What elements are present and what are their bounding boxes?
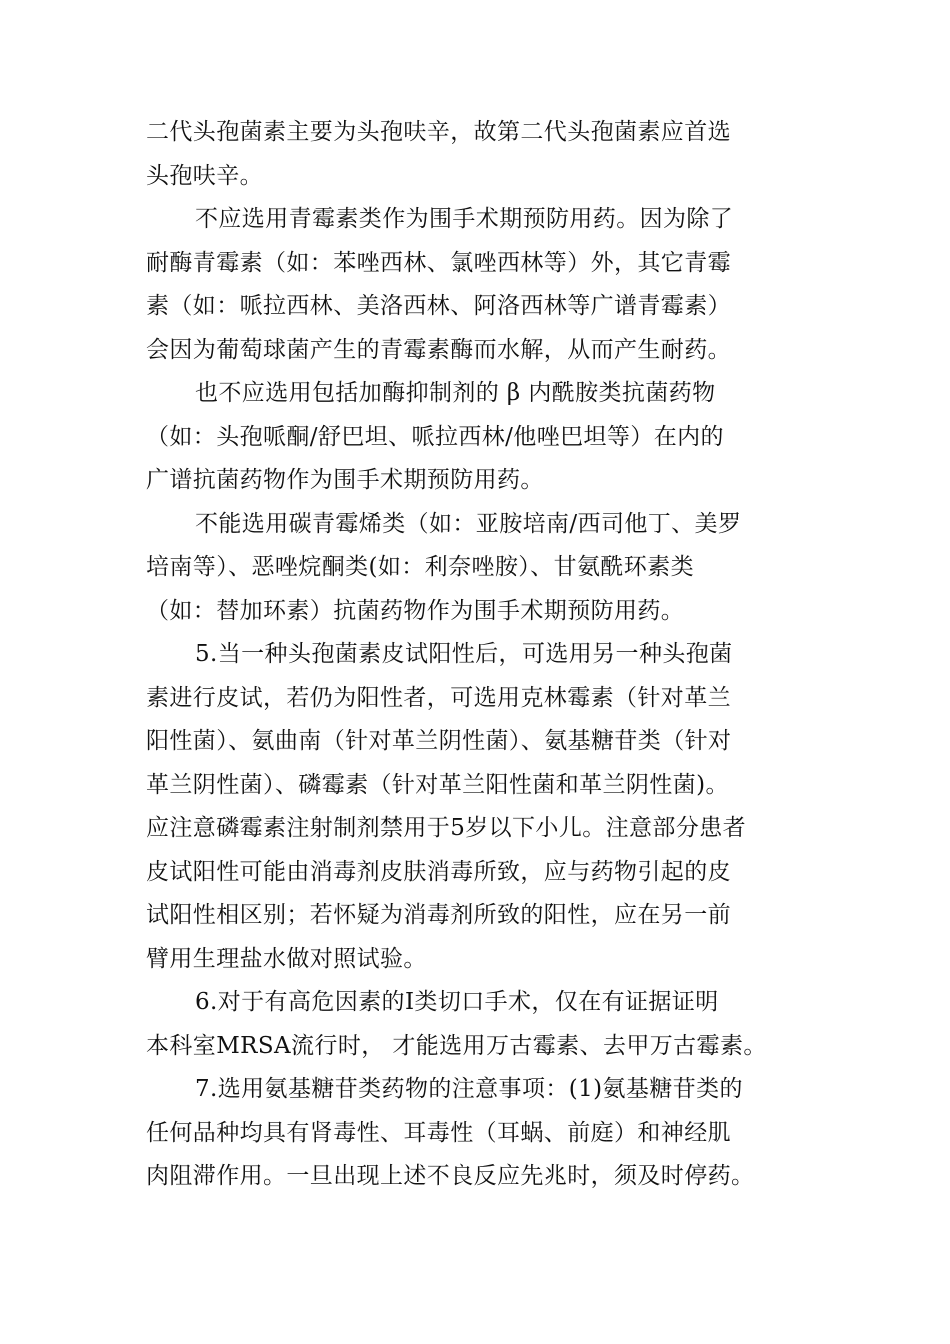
text-line: 耐酶青霉素（如：苯唑西林、氯唑西林等）外，其它青霉 <box>146 250 731 276</box>
paragraph-first-line: 不能选用碳青霉烯类（如：亚胺培南/西司他丁、美罗 <box>195 511 742 537</box>
text-line: 皮试阳性可能由消毒剂皮肤消毒所致，应与药物引起的皮 <box>146 859 731 885</box>
text-line: 应注意磷霉素注射制剂禁用于5岁以下小儿。注意部分患者 <box>146 815 747 841</box>
paragraph-first-line: 7.选用氨基糖苷类药物的注意事项：(1)氨基糖苷类的 <box>195 1076 743 1102</box>
text-line: 广谱抗菌药物作为围手术期预防用药。 <box>146 467 544 493</box>
text-line: 肉阻滞作用。一旦出现上述不良反应先兆时，须及时停药。 <box>146 1163 755 1189</box>
text-line: 本科室MRSA流行时， 才能选用万古霉素、去甲万古霉素。 <box>146 1033 767 1059</box>
text-line: 试阳性相区别；若怀疑为消毒剂所致的阳性，应在另一前 <box>146 902 731 928</box>
text-line: （如：替加环素）抗菌药物作为围手术期预防用药。 <box>146 598 685 624</box>
text-line: 二代头孢菌素主要为头孢呋辛，故第二代头孢菌素应首选 <box>146 119 731 145</box>
paragraph-first-line: 5.当一种头孢菌素皮试阳性后，可选用另一种头孢菌 <box>195 641 733 667</box>
paragraph-first-line: 不应选用青霉素类作为围手术期预防用药。因为除了 <box>195 206 734 232</box>
text-line: 任何品种均具有肾毒性、耳毒性（耳蜗、前庭）和神经肌 <box>146 1120 731 1146</box>
text-line: 培南等）、恶唑烷酮类(如：利奈唑胺）、甘氨酰环素类 <box>146 554 694 580</box>
text-line: 臂用生理盐水做对照试验。 <box>146 946 427 972</box>
text-line: 头孢呋辛。 <box>146 163 263 189</box>
text-line: （如：头孢哌酮/舒巴坦、哌拉西林/他唑巴坦等）在内的 <box>146 424 724 450</box>
paragraph-first-line: 也不应选用包括加酶抑制剂的 β 内酰胺类抗菌药物 <box>195 380 716 406</box>
text-line: 素（如：哌拉西林、美洛西林、阿洛西林等广谱青霉素） <box>146 293 731 319</box>
text-line: 革兰阴性菌）、磷霉素（针对革兰阳性菌和革兰阴性菌)。 <box>146 772 729 798</box>
text-line: 会因为葡萄球菌产生的青霉素酶而水解，从而产生耐药。 <box>146 337 731 363</box>
text-line: 素进行皮试，若仍为阳性者，可选用克林霉素（针对革兰 <box>146 685 731 711</box>
text-line: 阳性菌）、氨曲南（针对革兰阴性菌）、氨基糖苷类（针对 <box>146 728 732 754</box>
paragraph-first-line: 6.对于有高危因素的Ⅰ类切口手术，仅在有证据证明 <box>195 989 719 1015</box>
